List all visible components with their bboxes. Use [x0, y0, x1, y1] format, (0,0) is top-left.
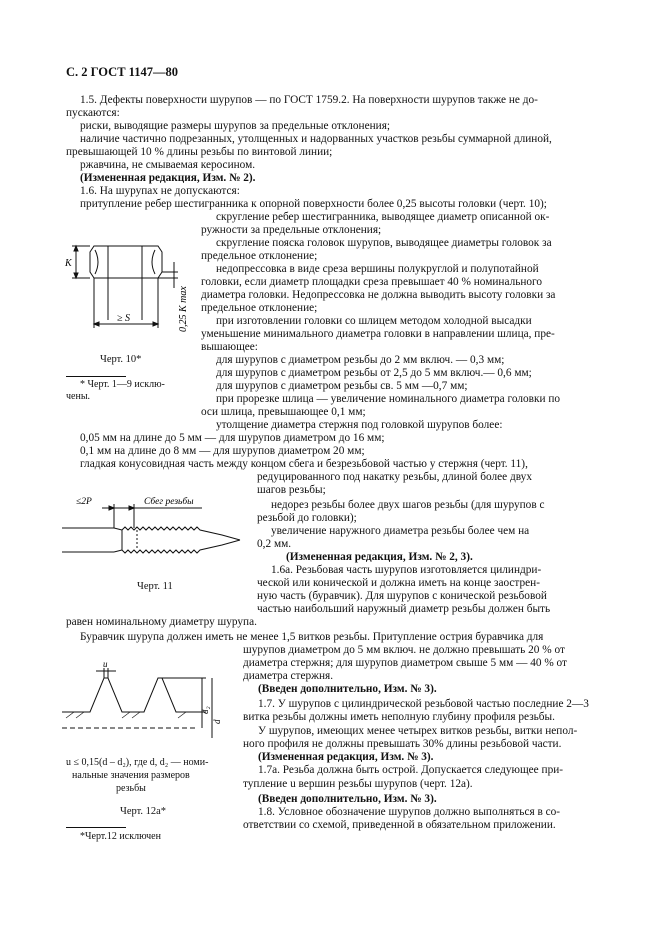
text-line: 0,2 мм. — [257, 538, 292, 550]
figure-12a-label-d2: d₂ — [200, 706, 210, 714]
text-line: резьбой до головки); — [257, 512, 357, 524]
text-line: 1.6а. Резьбовая часть шурупов изготовляется цилиндри- — [271, 564, 542, 576]
text-line: притупление ребер шестигранника к опорной поверхности более 0,25 высоты головки (черт. 10); — [80, 198, 547, 210]
text-line: уменьшение минимального диаметра головки в направлении шлица, пре- — [201, 328, 555, 340]
text-line: диаметра головки. Недопрессовка не должна выводить высоту головки за — [201, 289, 556, 301]
figure-10-label-kmax: 0,25 K max — [178, 286, 189, 332]
text-line: превышающей 10 % длины резьбы по винтовой линии; — [66, 146, 333, 158]
text-line: скругление пояска головок шурупов, выводящее диаметры головок за — [216, 237, 552, 249]
text-line: наличие частично подрезанных, утолщенных и надорванных участков резьбы суммарной длиной, — [80, 133, 552, 145]
text-line: вышающее: — [201, 341, 258, 353]
text-line: скругление ребер шестигранника, выводящее диаметр описанной ок- — [216, 211, 550, 223]
text-line: (Измененная редакция, Изм. № 2, 3). — [286, 551, 473, 563]
text-line: ржавчина, не смываемая керосином. — [80, 159, 256, 171]
text-line: недорез резьбы более двух шагов резьбы (для шурупов с — [271, 499, 545, 511]
text-line: оси шлица, превышающее 0,1 мм; — [201, 406, 366, 418]
text-line: 1.6. На шурупах не допускаются: — [80, 185, 240, 197]
text-line: головки, если диаметр площадки среза превышает 40 % номинального — [201, 276, 543, 288]
figure-12a-label-d: d — [212, 719, 222, 724]
text-line: У шурупов, имеющих менее четырех витков резьбы, витки непол- — [258, 725, 578, 737]
figure-12a-label-u: u — [103, 659, 108, 669]
figure-12a-footnote: *Черт.12 исключен — [80, 831, 161, 842]
text-line: витка резьбы должны иметь неполную глубину профиля резьбы. — [243, 711, 555, 723]
figure-12a-formula-line: резьбы — [116, 783, 146, 794]
text-line: предельное отклонение; — [201, 250, 318, 262]
text-line: 1.5. Дефекты поверхности шурупов — по ГОСТ 1759.2. На поверхности шурупов также не до- — [80, 94, 538, 106]
page-header: С. 2 ГОСТ 1147—80 — [66, 65, 178, 79]
text-line: 1.7а. Резьба должна быть острой. Допускается следующее при- — [258, 764, 564, 776]
figure-10-label-k: K — [65, 258, 72, 269]
text-line: гладкая конусовидная часть между концом сбега и безрезьбовой частью у стержня (черт. 11), — [80, 458, 528, 470]
text-line: 0,1 мм на длине до 8 мм — для шурупов диаметром 20 мм; — [80, 445, 365, 457]
figure-11-label-run: Сбег резьбы — [144, 497, 194, 507]
text-line: шурупов диаметром до 5 мм включ. не должно превышать 20 % от — [243, 644, 565, 656]
figure-10-label-s: ≥ S — [117, 313, 130, 324]
text-line: ного профиля не должны превышать 30% длины резьбовой части. — [243, 738, 562, 750]
text-line: пускаются: — [66, 107, 120, 119]
text-line: Буравчик шурупа должен иметь не менее 1,5 витков резьбы. Притупление острия буравчика для — [80, 631, 544, 643]
figure-10-caption: Черт. 10* — [100, 354, 142, 365]
text-line: недопрессовка в виде среза вершины полукруглой и полупотайной — [216, 263, 539, 275]
figure-11-label-p: ≤2P — [76, 497, 92, 507]
text-line: увеличение наружного диаметра резьбы более чем на — [271, 525, 530, 537]
text-line: равен номинальному диаметру шурупа. — [66, 616, 257, 628]
text-line: шагов резьбы; — [257, 484, 326, 496]
text-line: утолщение диаметра стержня под головкой шурупов более: — [216, 419, 503, 431]
text-line: ружности за предельные отклонения; — [201, 224, 382, 236]
text-line: при изготовлении головки со шлицем методом холодной высадки — [216, 315, 532, 327]
text-line: (Введен дополнительно, Изм. № 3). — [258, 683, 437, 695]
text-line: предельное отклонение; — [201, 302, 318, 314]
text-line: 0,05 мм на длине до 5 мм — для шурупов диаметром до 16 мм; — [80, 432, 385, 444]
figure-12a-footnote-rule — [66, 827, 126, 828]
text-line: ческой или конической и должна иметь на конце заострен- — [257, 577, 540, 589]
figure-10-footnote-rule — [66, 376, 126, 377]
figure-11-caption: Черт. 11 — [137, 581, 173, 592]
text-line: ответствии со схемой, приведенной в обязательном приложении. — [243, 819, 556, 831]
figure-11-diagram — [62, 490, 252, 570]
text-line: диаметра стержня. — [243, 670, 334, 682]
text-line: (Введен дополнительно, Изм. № 3). — [258, 793, 437, 805]
text-line: для шурупов с диаметром резьбы до 2 мм включ. — 0,3 мм; — [216, 354, 505, 366]
text-line: (Измененная редакция, Изм. № 2). — [80, 172, 256, 184]
figure-10-footnote-line: * Черт. 1—9 исклю- — [80, 379, 165, 390]
text-line: ную часть (буравчик). Для шурупов с конической резьбовой — [257, 590, 547, 602]
text-line: (Измененная редакция, Изм. № 3). — [258, 751, 434, 763]
figure-12a-formula-line: нальные значения размеров — [72, 770, 190, 781]
text-line: тупление u вершин резьбы шурупов (черт. 12а). — [243, 778, 473, 790]
text-line: при прорезке шлица — увеличение номинального диаметра головки по — [216, 393, 561, 405]
text-line: редуцированного под накатку резьбы, длиной более двух — [257, 471, 532, 483]
text-line: 1.8. Условное обозначение шурупов должно выполняться в со- — [258, 806, 561, 818]
text-line: риски, выводящие размеры шурупов за предельные отклонения; — [80, 120, 391, 132]
figure-10-diagram — [62, 232, 192, 350]
figure-12a-diagram — [62, 659, 222, 740]
text-line: частью наибольший наружный диаметр резьбы должен быть — [257, 603, 551, 615]
figure-10-footnote-line: чены. — [66, 391, 91, 402]
text-line: для шурупов с диаметром резьбы св. 5 мм —0,7 мм; — [216, 380, 468, 392]
figure-12a-caption: Черт. 12а* — [120, 806, 167, 817]
figure-12a-formula-line: u ≤ 0,15(d – d₂), где d, d₂ — номи- — [66, 757, 209, 768]
text-line: диаметра стержня; для шурупов диаметром свыше 5 мм — 40 % от — [243, 657, 567, 669]
text-line: 1.7. У шурупов с цилиндрической резьбовой частью последние 2—3 — [258, 698, 589, 710]
text-line: для шурупов с диаметром резьбы от 2,5 до 5 мм включ.— 0,6 мм; — [216, 367, 532, 379]
